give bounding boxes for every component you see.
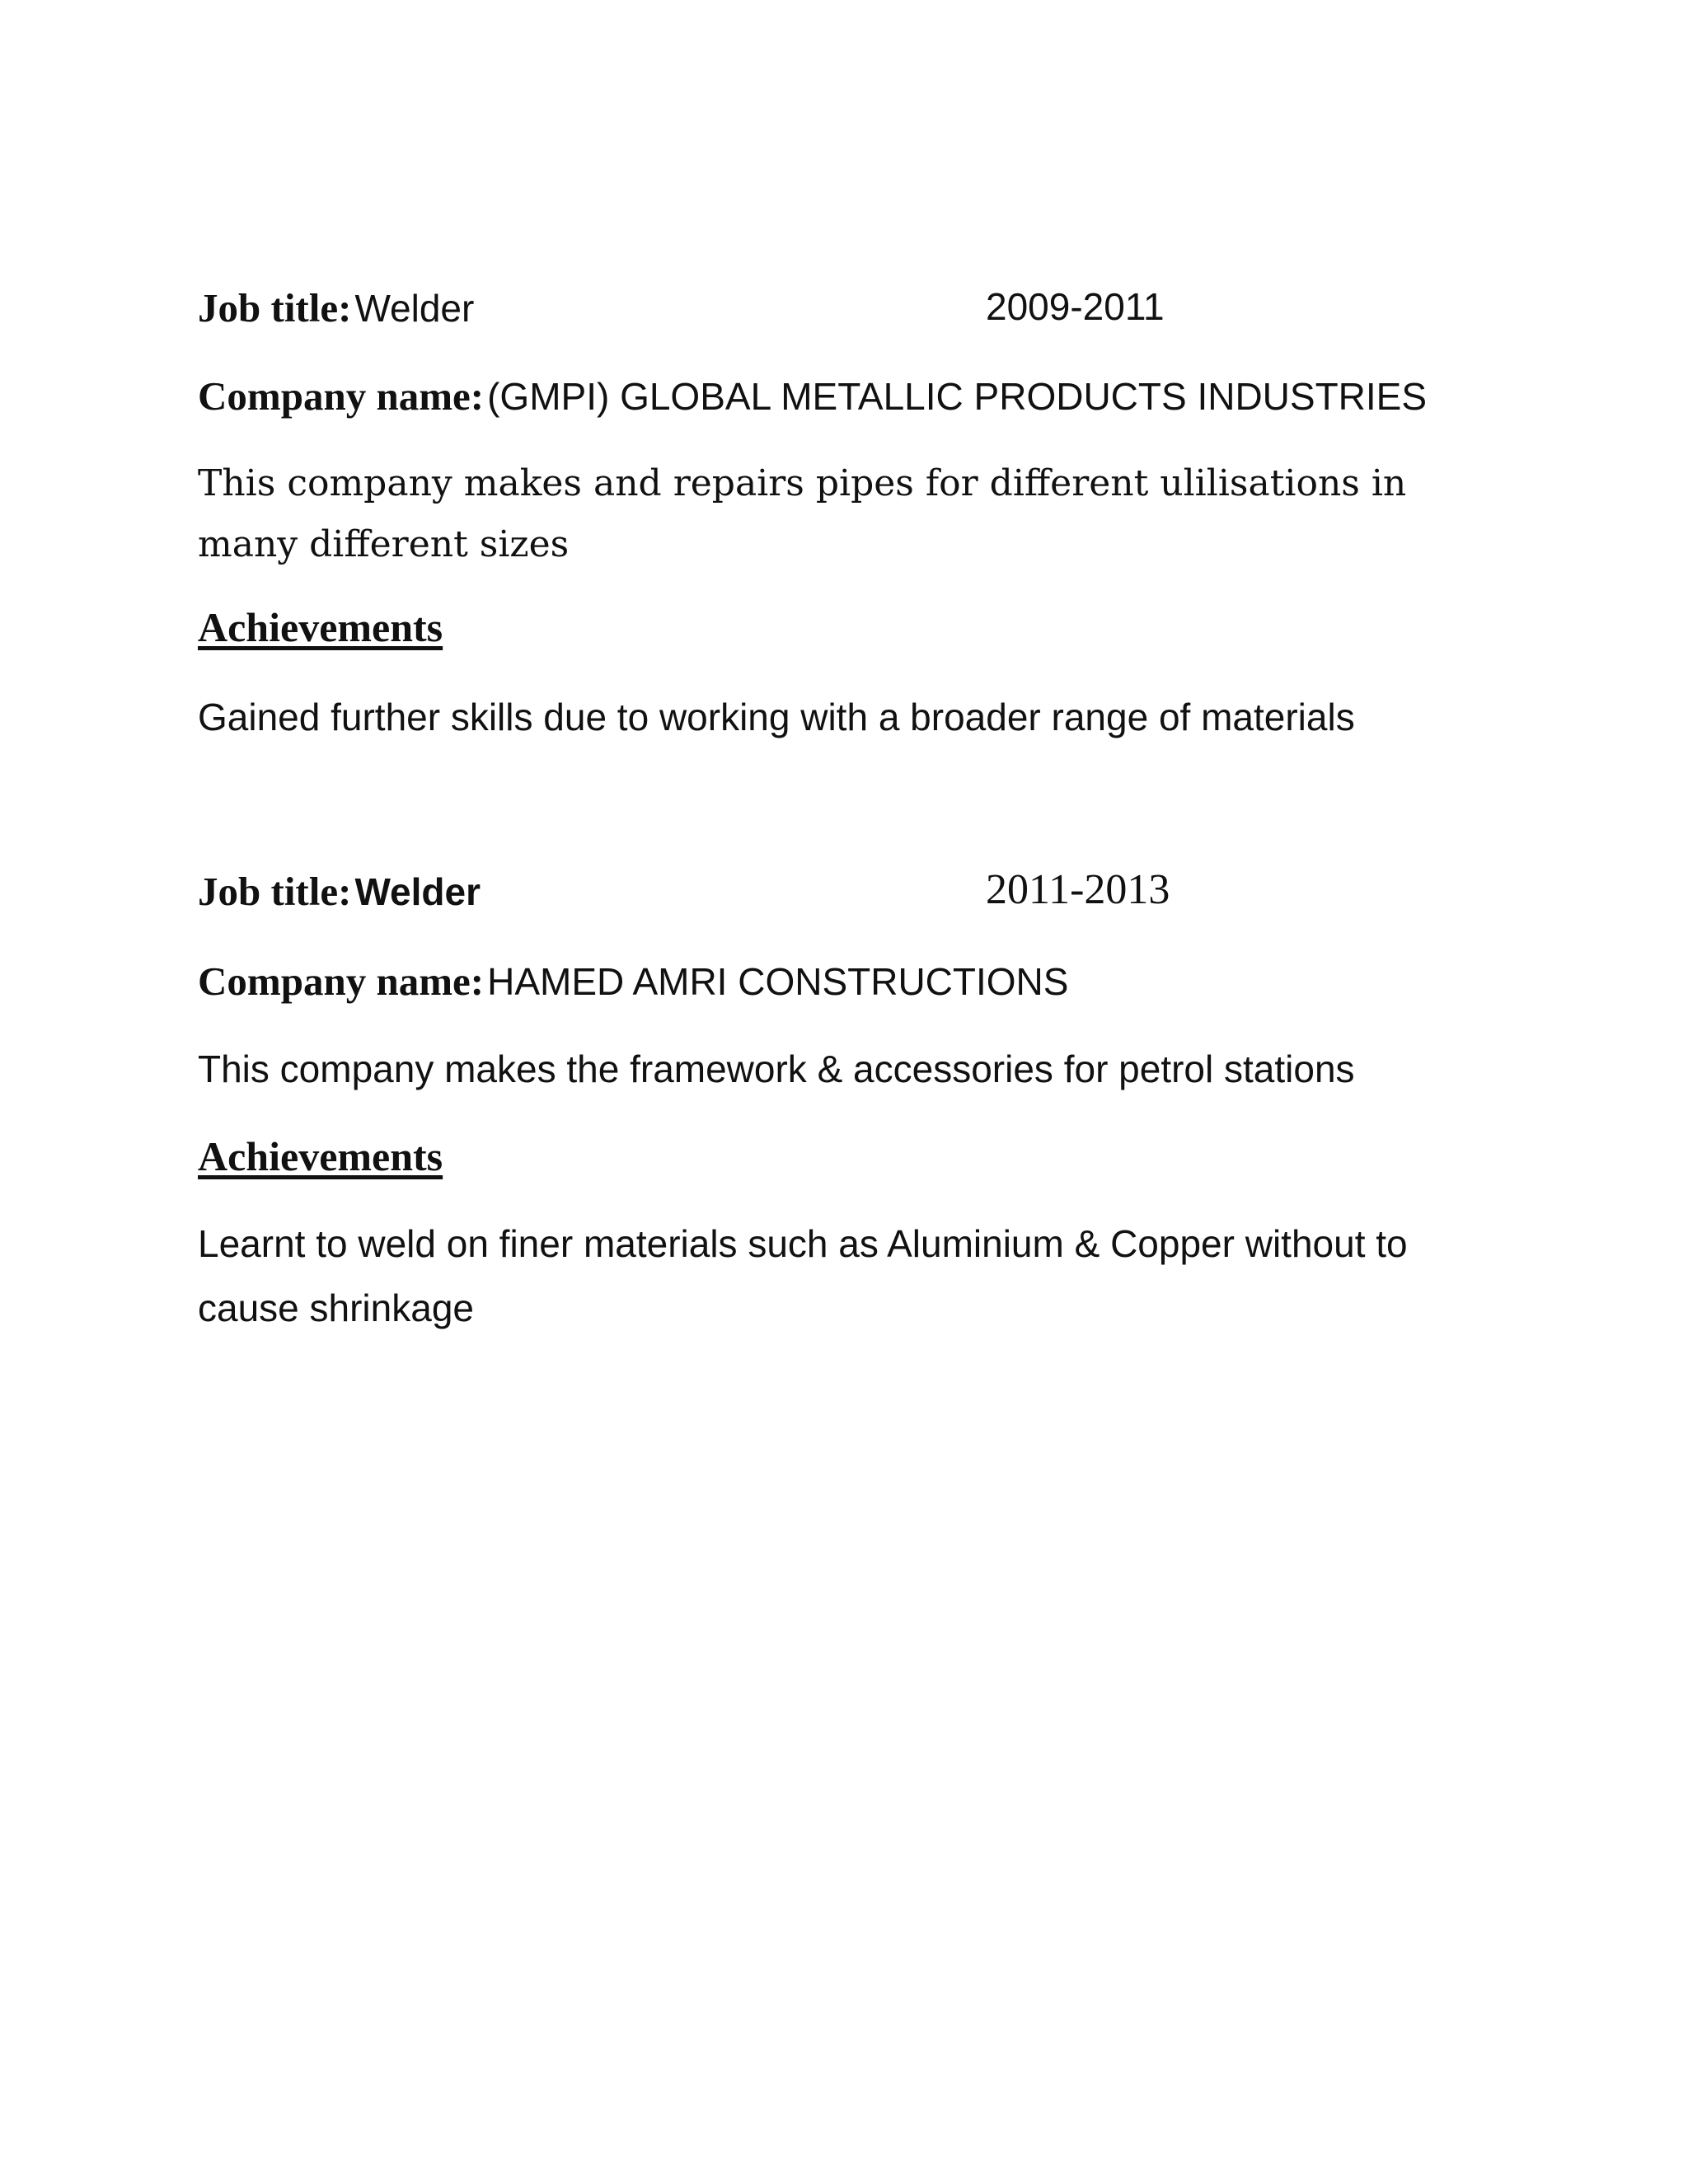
company-name-value: HAMED AMRI CONSTRUCTIONS — [487, 960, 1069, 1003]
job-1-dates: 2009-2011 — [986, 285, 1165, 328]
job-1-company-line — [198, 373, 1427, 419]
job-2-title-line — [198, 868, 481, 915]
job-2-achievements-heading: Achievements — [198, 1133, 443, 1179]
job-title-label: Job title: — [198, 285, 352, 330]
job-1-achievements-text: Gained further skills due to working with a broader range of materials — [198, 696, 1355, 738]
job-2-dates: 2011-2013 — [986, 866, 1170, 913]
job-1-description: This company makes and repairs pipes for different ulilisations in many different sizes — [198, 462, 1407, 565]
job-2-description: This company makes the framework & accessories for petrol stations — [198, 1047, 1355, 1090]
company-name-label: Company name: — [198, 958, 485, 1004]
job-2-achievements-text: Learnt to weld on finer materials such as Aluminium & Copper without to cause shrinkage — [198, 1222, 1408, 1329]
job-title-label: Job title: — [198, 869, 352, 914]
job-title-value: Welder — [354, 287, 475, 330]
company-name-label: Company name: — [198, 373, 485, 419]
job-1-title-line — [198, 284, 474, 331]
job-2-company-line — [198, 958, 1068, 1005]
job-title-value: Welder — [354, 870, 481, 913]
company-name-value: (GMPI) GLOBAL METALLIC PRODUCTS INDUSTRIES — [487, 375, 1428, 418]
job-1-achievements-heading: Achievements — [198, 604, 443, 650]
